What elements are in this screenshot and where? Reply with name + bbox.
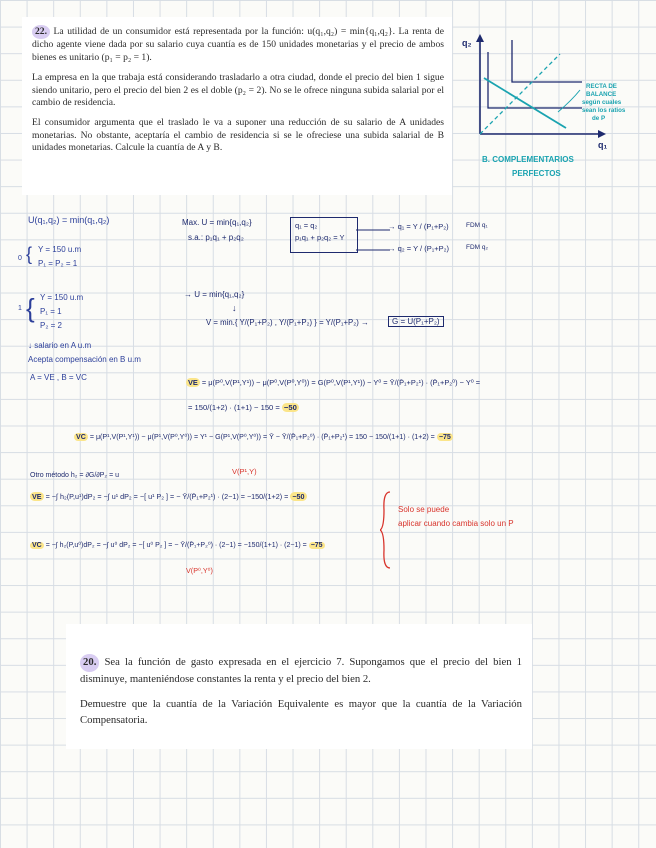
vc-result: −75 bbox=[438, 433, 451, 441]
vc-integral-equation: = −∫ h₂(P,u⁰)dP₂ = −∫ u⁰ dP₂ = −[ u⁰ P₂ ] = − Ȳ/(P̄₁+P₂⁰) · (2−1) = −150/(1+1) · (2−1) = bbox=[45, 542, 307, 549]
utility-function-note: U(q₁,q₂) = min(q₁,q₂) bbox=[28, 215, 110, 225]
demand-q1: → q₁ = Y / (P₁+P₂) bbox=[388, 222, 449, 231]
problem-20-question: Demuestre que la cuantía de la Variación Equivalente es mayor que la cuantía de la Variación Compensatoria. bbox=[80, 698, 522, 726]
y-axis-arrow-icon bbox=[476, 34, 484, 42]
side-note-line-2: aplicar cuando cambia solo un P bbox=[398, 519, 514, 528]
expenditure-function-box: G = U(P₁+P₂) bbox=[388, 316, 444, 327]
indirect-utility-line: V = min.{ Y/(P₁+P₂) , Y/(P₁+P₂) } = Y/(P₁+P₂) → bbox=[206, 318, 369, 327]
problem-22-paragraph-3: El consumidor argumenta que el traslado le va a suponer una reducción de su salario de A unidades monetarias. No obstante, aceptaría el cambio de residencia si se le ofreciese una subida salarial de B unidades monetarias. Calcule la cuantía de A y B. bbox=[32, 117, 444, 154]
graph-axis-x-label: q₁ bbox=[598, 140, 608, 150]
svg-text:según cuales: según cuales bbox=[582, 99, 622, 106]
x-axis-arrow-icon bbox=[598, 130, 606, 138]
system-1-brace: { bbox=[26, 293, 35, 323]
fdm-q1-label: FDM q₁ bbox=[466, 222, 488, 229]
demand-q2: → q₂ = Y / (P₁+P₂) bbox=[388, 244, 450, 253]
graph-axis-y-label: q₂ bbox=[462, 38, 472, 48]
note-arrow bbox=[558, 90, 580, 112]
problem-22-statement: 22. La utilidad de un consumidor está representada por la función: u(q₁,q₂) = min{q₁,q₂}. La renta de dicho agente viene dada por su salario cuya cuantía es de 150 unidades monetarias y el precio de ambos bienes es unitario (p₁ = p₂ = 1). bbox=[32, 26, 444, 63]
problem-number-badge: 20. bbox=[80, 654, 99, 672]
side-note-line-1: Solo se puede bbox=[398, 505, 450, 514]
system-0-brace: { bbox=[26, 244, 33, 264]
system-box bbox=[290, 217, 358, 253]
box-equation-1: q₁ = q₂ bbox=[295, 221, 318, 230]
problem-number-badge: 22. bbox=[32, 25, 50, 39]
vc-derivation bbox=[74, 432, 453, 441]
system-0-income: Y = 150 u.m bbox=[38, 245, 82, 254]
v-p0-annotation: V(P⁰,Y⁰) bbox=[186, 566, 213, 575]
red-bracket bbox=[380, 490, 394, 570]
indifference-curve-1 bbox=[488, 52, 582, 108]
other-method-note: Otro método h₂ = ∂G/∂P₂ = u bbox=[30, 472, 120, 479]
ve-derivation bbox=[186, 378, 480, 387]
system-0-index: 0 bbox=[18, 255, 22, 262]
ve-equation: = μ(P⁰,V(P¹,Y¹)) − μ(P⁰,V(P⁰,Y⁰)) = G(P⁰,V(P¹,Y¹)) − Y⁰ = Ȳ/(P̄₁+P₂¹) · (P̄₁+P₂⁰) − Y⁰ = bbox=[201, 378, 481, 387]
vc-integral-result: −75 bbox=[310, 542, 323, 549]
system-1-income: Y = 150 u.m bbox=[40, 293, 84, 302]
svg-text:de P: de P bbox=[592, 115, 606, 122]
vc-integral-line bbox=[30, 541, 325, 549]
max-problem: Max. U = min{q₁,q₂} bbox=[182, 218, 252, 227]
problem-22-paragraph-2: La empresa en la que trabaja está considerando trasladarlo a otra ciudad, donde el precio del bien 1 sigue siendo unitario, pero el precio del bien 2 es el doble (p₂ = 2). No se le ofrece ninguna subida salarial por el cambio de residencia. bbox=[32, 72, 444, 109]
svg-text:sean los ratios: sean los ratios bbox=[582, 107, 626, 114]
svg-text:BALANCE: BALANCE bbox=[586, 91, 617, 98]
graph-caption-2: PERFECTOS bbox=[512, 169, 561, 178]
ve-result: −50 bbox=[283, 403, 297, 412]
vc-integral-label: VC bbox=[32, 542, 42, 549]
salary-reduction-note: ↓ salario en A u.m bbox=[28, 341, 92, 350]
problem-20-card bbox=[66, 624, 532, 749]
indirect-utility-arrow: ↓ bbox=[232, 303, 237, 313]
subject-to: s.a.: p₁q₁ + p₂q₂ bbox=[188, 233, 244, 242]
ve-result-line bbox=[188, 403, 299, 412]
diagonal-dashed-line bbox=[480, 54, 560, 134]
indifference-curve-2 bbox=[512, 40, 582, 82]
vc-label: VC bbox=[76, 433, 86, 441]
vc-equation: = μ(P¹,V(P¹,Y¹)) − μ(P¹,V(P⁰,Y⁰)) = Y¹ − G(P¹,V(P⁰,Y⁰)) = Ȳ − Ȳ/(P̄₁+P₂⁰) · (P̄₁+P₂¹) = 150 − 150/(1+1) · (1+2) = bbox=[89, 433, 435, 441]
system-1-index: 1 bbox=[18, 305, 22, 312]
v-p1-annotation: V(P¹,Y) bbox=[232, 467, 257, 476]
box-equation-2: p₁q₁ + p₂q₂ = Y bbox=[295, 233, 345, 242]
ve-label: VE bbox=[188, 378, 198, 387]
ab-definition: A = VE , B = VC bbox=[30, 373, 87, 382]
compensation-note: Acepta compensación en B u.m bbox=[28, 355, 141, 364]
fdm-q2-label: FDM q₂ bbox=[466, 244, 489, 251]
ve-result-prefix: = 150/(1+2) · (1+1) − 150 = bbox=[188, 403, 280, 412]
problem-22-card bbox=[22, 17, 452, 195]
ve-integral-label: VE bbox=[32, 492, 42, 501]
system-1-p2: P₂ = 2 bbox=[40, 321, 63, 330]
ve-integral-equation: = −∫ h₂(P,u¹)dP₂ = −∫ u¹ dP₂ = −[ u¹ P₂ ] = − Ȳ/(P̄₁+P₂¹) · (2−1) = −150/(1+2) = bbox=[45, 492, 289, 501]
ve-integral-result: −50 bbox=[292, 492, 305, 501]
system-0-prices: P₁ = P₂ = 1 bbox=[38, 259, 78, 268]
system-1-p1: P₁ = 1 bbox=[40, 307, 62, 316]
budget-line bbox=[484, 78, 566, 128]
graph-caption-1: B. COMPLEMENTARIOS bbox=[482, 155, 574, 164]
problem-20-statement: 20. Sea la función de gasto expresada en el ejercicio 7. Supongamos que el precio del bien 1 disminuye, manteniéndose constantes la renta y el precio del bien 2. bbox=[80, 656, 523, 685]
indirect-utility-start: → U = min{q₁,q₂} bbox=[184, 290, 245, 299]
perfect-complements-graph bbox=[462, 30, 652, 190]
ve-integral-line bbox=[30, 492, 307, 501]
graph-note: RECTA DE bbox=[586, 83, 617, 90]
